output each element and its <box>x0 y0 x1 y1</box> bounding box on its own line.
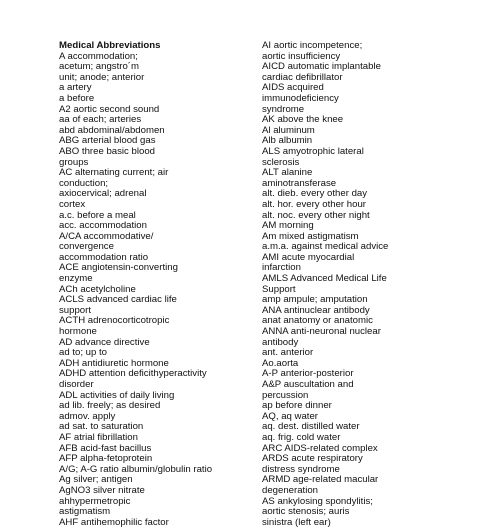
abbreviation-line: aq. dest. distilled water <box>262 421 360 433</box>
abbreviation-line: ahhypermetropic <box>59 495 131 507</box>
abbreviation-line: a artery <box>59 82 92 94</box>
document-title: Medical Abbreviations <box>59 40 161 51</box>
abbreviation-line: sclerosis <box>262 156 300 168</box>
abbreviation-line: AICD automatic implantable <box>262 61 381 73</box>
abbreviation-line: Alb albumin <box>262 135 313 147</box>
abbreviation-line: abd abdominal/abdomen <box>59 124 165 136</box>
abbreviation-line: AMLS Advanced Medical Life <box>262 273 387 285</box>
abbreviation-line: disorder <box>59 379 94 390</box>
abbreviation-line: groups <box>59 156 89 168</box>
abbreviation-line: aq. frig. cold water <box>262 431 341 443</box>
abbreviation-line: ARDS acute respiratory <box>262 453 363 465</box>
abbreviation-line: A-P anterior-posterior <box>262 368 354 380</box>
abbreviation-line: infarction <box>262 262 301 274</box>
abbreviation-line: aortic stenosis; auris <box>262 506 350 518</box>
abbreviation-line: percussion <box>262 389 309 401</box>
abbreviation-line: AC alternating current; air <box>59 167 169 179</box>
abbreviation-line: ACh acetylcholine <box>59 283 136 295</box>
abbreviation-line: AMI acute myocardial <box>262 251 355 263</box>
abbreviation-line: ABG arterial blood gas <box>59 135 156 147</box>
abbreviation-line: enzyme <box>59 273 93 285</box>
abbreviation-line: ANA antinuclear antibody <box>262 304 370 316</box>
abbreviation-line: AgNO3 silver nitrate <box>59 484 145 496</box>
abbreviation-line: a.m.a. against medical advice <box>262 241 389 253</box>
abbreviation-line: convergence <box>59 241 114 253</box>
abbreviation-line: sinistra (left ear) <box>262 516 331 528</box>
abbreviation-line: Ao.aorta <box>262 357 299 369</box>
abbreviation-line: ADL activities of daily living <box>59 389 175 401</box>
abbreviation-line: a.c. before a meal <box>59 209 136 221</box>
abbreviation-line: A2 aortic second sound <box>59 103 160 115</box>
abbreviation-line: aminotransferase <box>262 177 337 189</box>
abbreviation-line: accommodation ratio <box>59 251 149 263</box>
abbreviation-line: ALT alanine <box>262 167 313 179</box>
abbreviation-line: alt. noc. every other night <box>262 209 370 221</box>
abbreviation-line: alt. dieb. every other day <box>262 188 368 200</box>
abbreviation-line: AI aortic incompetence; <box>262 40 363 51</box>
abbreviation-line: Al aluminum <box>262 124 315 136</box>
abbreviation-line: anat anatomy or anatomic <box>262 315 373 327</box>
abbreviation-line: ADH antidiuretic hormone <box>59 357 169 369</box>
abbreviation-line: acc. accommodation <box>59 220 147 232</box>
abbreviation-line: Am mixed astigmatism <box>262 230 359 242</box>
abbreviation-line: ACTH adrenocorticotropic <box>59 315 170 327</box>
abbreviation-line: ANNA anti-neuronal nuclear <box>262 326 381 338</box>
abbreviation-line: aa of each; arteries <box>59 114 142 126</box>
abbreviation-line: AD advance directive <box>59 336 150 348</box>
abbreviation-line: aortic insufficiency <box>262 50 341 62</box>
right-column <box>262 41 388 528</box>
abbreviation-line: AQ, aq water <box>262 410 318 422</box>
abbreviation-line: acetum; angstro´m <box>59 61 139 73</box>
abbreviation-line: ap before dinner <box>262 400 332 412</box>
abbreviation-line: unit; anode; anterior <box>59 71 145 83</box>
abbreviation-line: ad sat. to saturation <box>59 421 144 433</box>
abbreviation-line: AF atrial fibrillation <box>59 431 138 443</box>
abbreviation-line: ant. anterior <box>262 347 314 359</box>
abbreviation-line: ACLS advanced cardiac life <box>59 294 177 306</box>
abbreviation-line: ALS amyotrophic lateral <box>262 145 364 157</box>
abbreviation-line: cortex <box>59 198 86 210</box>
abbreviation-line: support <box>59 304 91 316</box>
abbreviation-line: antibody <box>262 336 299 348</box>
abbreviation-line: A/G; A-G ratio albumin/globulin ratio <box>59 463 213 475</box>
abbreviation-line: AFP alpha-fetoprotein <box>59 453 153 465</box>
abbreviation-line: hormone <box>59 326 97 338</box>
abbreviation-line: A&P auscultation and <box>262 379 354 390</box>
abbreviation-line: Ag silver; antigen <box>59 474 133 486</box>
abbreviation-line: ADHD attention deficithyperactivity <box>59 368 207 380</box>
abbreviation-line: conduction; <box>59 177 109 189</box>
abbreviation-line: AM morning <box>262 220 314 232</box>
abbreviation-line: degeneration <box>262 484 319 496</box>
abbreviation-line: admov. apply <box>59 410 116 422</box>
abbreviation-line: immunodeficiency <box>262 92 339 104</box>
abbreviation-line: axiocervical; adrenal <box>59 188 147 200</box>
left-column <box>59 41 212 528</box>
abbreviation-line: ARC AIDS-related complex <box>262 442 378 454</box>
abbreviation-line: ad to; up to <box>59 347 108 359</box>
abbreviation-line: AIDS acquired <box>262 82 324 94</box>
abbreviation-line: cardiac defibrillator <box>262 71 343 83</box>
abbreviation-line: ACE angiotensin-converting <box>59 262 178 274</box>
abbreviation-line: AK above the knee <box>262 114 344 126</box>
abbreviation-line: AFB acid-fast bacillus <box>59 442 152 454</box>
abbreviation-line: A accommodation; <box>59 50 138 62</box>
abbreviation-line: Support <box>262 283 296 295</box>
abbreviation-line: ARMD age-related macular <box>262 474 379 486</box>
abbreviation-line: distress syndrome <box>262 463 340 475</box>
abbreviation-line: alt. hor. every other hour <box>262 198 366 210</box>
abbreviation-line: ABO three basic blood <box>59 145 155 157</box>
abbreviation-line: amp ampule; amputation <box>262 294 368 306</box>
abbreviation-line: syndrome <box>262 103 305 115</box>
abbreviation-line: A/CA accommodative/ <box>59 230 154 242</box>
abbreviation-line: astigmatism <box>59 506 111 518</box>
abbreviation-line: a before <box>59 92 95 104</box>
abbreviation-line: AHF antihemophilic factor <box>59 516 169 528</box>
abbreviation-line: AS ankylosing spondylitis; <box>262 495 373 507</box>
abbreviation-line: ad lib. freely; as desired <box>59 400 161 412</box>
